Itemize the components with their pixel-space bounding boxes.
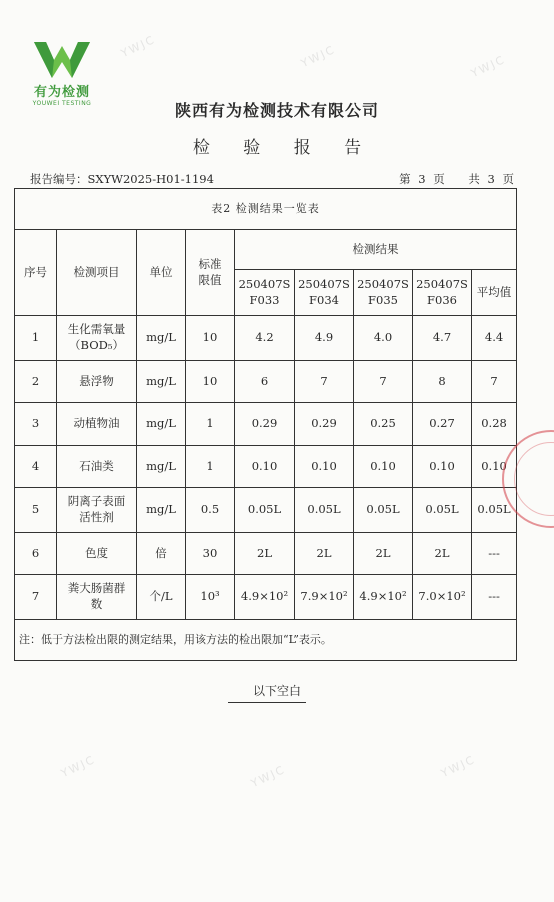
table-row <box>15 488 517 533</box>
note-row <box>15 620 517 661</box>
table-row <box>15 533 517 575</box>
header-results: 检测结果 <box>235 230 517 270</box>
row-item: 色度 <box>57 533 137 575</box>
page-total: 共 3 页 <box>468 172 514 186</box>
row-seq: 4 <box>15 446 57 488</box>
row-unit: mg/L <box>137 316 186 361</box>
row-seq: 5 <box>15 488 57 533</box>
header-item: 检测项目 <box>57 230 137 316</box>
row-value: 4.2 <box>235 316 295 361</box>
row-value: 4.0 <box>354 316 413 361</box>
row-limit: 0.5 <box>186 488 235 533</box>
table-row <box>15 316 517 361</box>
table-caption: 表2 检测结果一览表 <box>15 189 517 230</box>
row-value: 7.0×10² <box>413 575 472 620</box>
row-value: 6 <box>235 361 295 403</box>
row-value: 2L <box>295 533 354 575</box>
watermark: YWJC <box>438 752 478 781</box>
table-row <box>15 575 517 620</box>
watermark: YWJC <box>118 32 158 61</box>
caption-row <box>15 189 517 230</box>
row-unit: mg/L <box>137 403 186 446</box>
header-limit: 标准限值 <box>186 230 235 316</box>
table-row <box>15 446 517 488</box>
header-unit: 单位 <box>137 230 186 316</box>
report-number: 报告编号：SXYW2025-H01-1194 <box>30 172 214 186</box>
row-value: 7 <box>295 361 354 403</box>
page-current: 第 3 页 <box>399 172 445 186</box>
row-limit: 10 <box>186 316 235 361</box>
row-item: 悬浮物 <box>57 361 137 403</box>
row-value: 0.25 <box>354 403 413 446</box>
row-item: 动植物油 <box>57 403 137 446</box>
row-unit: 倍 <box>137 533 186 575</box>
table-note: 注：低于方法检出限的测定结果，用该方法的检出限加“L”表示。 <box>15 620 517 661</box>
row-value: 4.7 <box>413 316 472 361</box>
row-value: 7 <box>354 361 413 403</box>
row-average: 0.28 <box>472 403 517 446</box>
page-info <box>383 171 514 187</box>
row-value: 0.10 <box>295 446 354 488</box>
row-value: 0.05L <box>235 488 295 533</box>
row-average: 0.05L <box>472 488 517 533</box>
row-seq: 7 <box>15 575 57 620</box>
company-name: 陕西有为检测技术有限公司 <box>174 101 379 120</box>
watermark: YWJC <box>298 42 338 71</box>
row-average: --- <box>472 533 517 575</box>
table-row <box>15 403 517 446</box>
row-limit: 10³ <box>186 575 235 620</box>
row-seq: 2 <box>15 361 57 403</box>
header-sample: 250407SF033 <box>235 270 295 316</box>
header-sample: 250407SF034 <box>295 270 354 316</box>
row-seq: 3 <box>15 403 57 446</box>
row-value: 0.29 <box>295 403 354 446</box>
row-item: 阴离子表面活性剂 <box>57 488 137 533</box>
row-average: 7 <box>472 361 517 403</box>
row-unit: 个/L <box>137 575 186 620</box>
row-limit: 30 <box>186 533 235 575</box>
row-value: 4.9×10² <box>235 575 295 620</box>
header-average: 平均值 <box>472 270 517 316</box>
row-unit: mg/L <box>137 361 186 403</box>
end-underline <box>228 702 306 703</box>
row-average: 4.4 <box>472 316 517 361</box>
row-value: 4.9 <box>295 316 354 361</box>
row-seq: 6 <box>15 533 57 575</box>
row-value: 2L <box>354 533 413 575</box>
header-row <box>15 230 517 270</box>
table-row <box>15 361 517 403</box>
row-item: 生化需氧量（BOD₅） <box>57 316 137 361</box>
row-value: 0.10 <box>235 446 295 488</box>
row-value: 0.10 <box>354 446 413 488</box>
row-value: 2L <box>413 533 472 575</box>
row-average: --- <box>472 575 517 620</box>
row-item: 粪大肠菌群数 <box>57 575 137 620</box>
row-value: 4.9×10² <box>354 575 413 620</box>
results-table <box>14 188 517 661</box>
logo-text-en: YOUWEI TESTING <box>32 100 92 107</box>
row-value: 0.05L <box>354 488 413 533</box>
row-value: 2L <box>235 533 295 575</box>
header-sample: 250407SF035 <box>354 270 413 316</box>
header-seq: 序号 <box>15 230 57 316</box>
header-sample: 250407SF036 <box>413 270 472 316</box>
row-value: 0.27 <box>413 403 472 446</box>
row-value: 7.9×10² <box>295 575 354 620</box>
document-title: 检 验 报 告 <box>192 138 376 158</box>
row-limit: 10 <box>186 361 235 403</box>
company-logo <box>26 40 98 107</box>
watermark: YWJC <box>248 762 288 791</box>
logo-w-icon <box>32 40 92 80</box>
row-value: 0.05L <box>295 488 354 533</box>
watermark: YWJC <box>468 52 508 81</box>
logo-text-cn: 有为检测 <box>33 85 90 100</box>
row-value: 0.10 <box>413 446 472 488</box>
row-unit: mg/L <box>137 446 186 488</box>
row-limit: 1 <box>186 403 235 446</box>
row-average: 0.10 <box>472 446 517 488</box>
row-limit: 1 <box>186 446 235 488</box>
watermark: YWJC <box>58 752 98 781</box>
row-value: 0.05L <box>413 488 472 533</box>
row-seq: 1 <box>15 316 57 361</box>
row-unit: mg/L <box>137 488 186 533</box>
row-item: 石油类 <box>57 446 137 488</box>
end-mark: 以下空白 <box>252 684 301 698</box>
row-value: 0.29 <box>235 403 295 446</box>
row-value: 8 <box>413 361 472 403</box>
